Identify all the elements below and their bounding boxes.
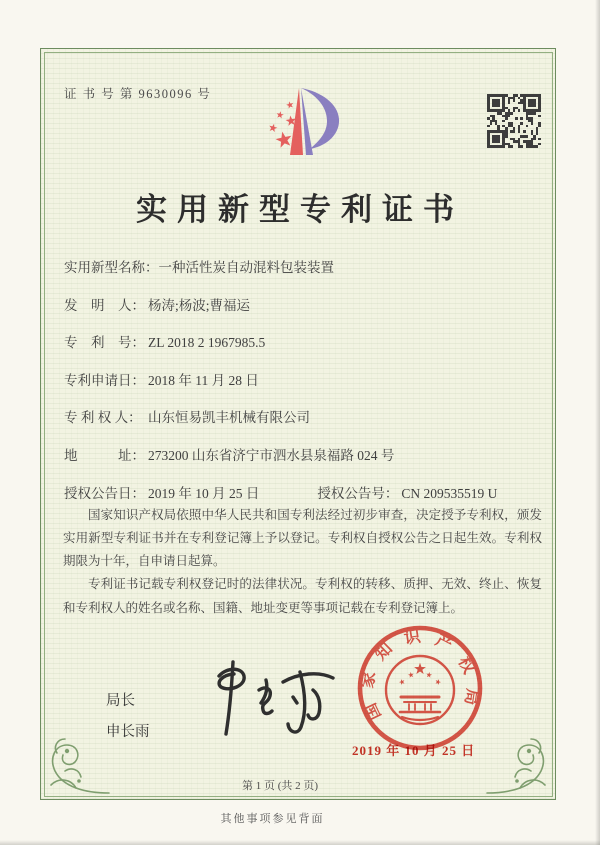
grant-no-value: CN 209535519 U	[401, 485, 498, 501]
qr-module	[520, 117, 523, 120]
field-inventors	[64, 294, 542, 332]
qr-module	[526, 125, 529, 128]
field-value: ZL 2018 2 1967985.5	[148, 335, 266, 351]
field-value: 山东恒易凯丰机械有限公司	[148, 410, 310, 426]
qr-module	[502, 120, 505, 123]
qr-module	[505, 117, 508, 120]
certificate-title: 实用新型专利证书	[136, 192, 464, 227]
seal-date: 2019 年 10 月 25 日	[352, 743, 476, 758]
qr-code	[487, 94, 541, 148]
qr-module	[518, 130, 521, 133]
qr-module	[497, 104, 500, 107]
qr-module	[523, 130, 526, 133]
director-name: 申长雨	[106, 724, 150, 740]
qr-module	[538, 125, 541, 128]
cnipa-patent-logo-icon	[256, 84, 348, 162]
field-label: 发 明 人：	[64, 297, 145, 313]
field-value: 一种活性炭自动混料包装装置	[158, 260, 334, 275]
field-patentee	[64, 406, 542, 444]
legal-text	[63, 504, 542, 620]
qr-module	[536, 133, 539, 136]
field-patent-number	[64, 331, 542, 369]
qr-module	[533, 104, 536, 107]
qr-module	[533, 112, 536, 115]
field-value: 杨涛;杨波;曹福运	[148, 297, 251, 313]
qr-module	[490, 122, 493, 125]
qr-module	[533, 138, 536, 141]
qr-module	[513, 99, 516, 102]
qr-module	[510, 145, 513, 148]
field-label: 实用新型名称：	[64, 260, 159, 275]
qr-module	[508, 115, 511, 118]
qr-module	[536, 145, 539, 148]
field-grant-announcement	[64, 482, 542, 502]
grant-date-value: 2019 年 10 月 25 日	[148, 485, 260, 501]
scan-edge-right	[595, 0, 600, 845]
qr-module	[538, 115, 541, 118]
qr-module	[510, 112, 513, 115]
legal-paragraph-1: 国家知识产权局依照中华人民共和国专利法经过初步审查，决定授予专利权，颁发实用新型专利证书并在专利登记簿上予以登记。专利权自授权公告之日起生效。专利权期限为十年，自申请日起算。	[63, 508, 542, 569]
director-title: 局长	[106, 693, 135, 709]
certificate-number: 证 书 号 第 9630096 号	[64, 87, 212, 101]
qr-module	[538, 143, 541, 146]
qr-module	[513, 109, 516, 112]
field-address	[64, 444, 542, 482]
qr-module	[505, 135, 508, 138]
director-signature	[203, 655, 341, 747]
qr-module	[515, 117, 518, 120]
qr-module	[487, 125, 490, 128]
qr-module	[508, 102, 511, 105]
qr-module	[513, 130, 516, 133]
qr-module	[518, 109, 521, 112]
grant-no-label: 授权公告号：	[317, 485, 399, 501]
signatory-block	[106, 686, 150, 748]
qr-module	[538, 109, 541, 112]
certificate-fields	[64, 256, 542, 502]
scan-edge-bottom	[0, 840, 600, 845]
grant-date-label: 授权公告日：	[64, 485, 145, 501]
qr-module	[520, 122, 523, 125]
page-number: 第 1 页 (共 2 页)	[241, 780, 319, 792]
qr-module	[526, 135, 529, 138]
svg-text:国家知识产权局	[357, 626, 483, 723]
qr-module	[531, 122, 534, 125]
legal-paragraph-2: 专利证书记载专利权登记时的法律状况。专利权的转移、质押、无效、终止、恢复和专利权人的姓名或名称、国籍、地址变更等事项记载在专利登记簿上。	[63, 577, 542, 615]
footer-note: 其他事项参见背面	[220, 813, 325, 825]
field-label: 地 址：	[64, 447, 145, 463]
field-value: 273200 山东省济宁市泗水县泉福路 024 号	[148, 447, 395, 463]
field-utility-model-name	[64, 256, 542, 294]
field-label: 专 利 号：	[64, 335, 145, 351]
qr-module	[520, 145, 523, 148]
field-value: 2018 年 11 月 28 日	[148, 372, 259, 388]
qr-module	[502, 145, 505, 148]
cnipa-official-seal	[354, 622, 486, 754]
qr-module	[497, 140, 500, 143]
field-label: 专利申请日：	[64, 372, 145, 388]
seal-text: 国家知识产权局	[357, 626, 483, 724]
qr-module	[538, 138, 541, 141]
field-label: 专 利 权 人：	[64, 410, 142, 426]
field-application-date	[64, 369, 542, 407]
